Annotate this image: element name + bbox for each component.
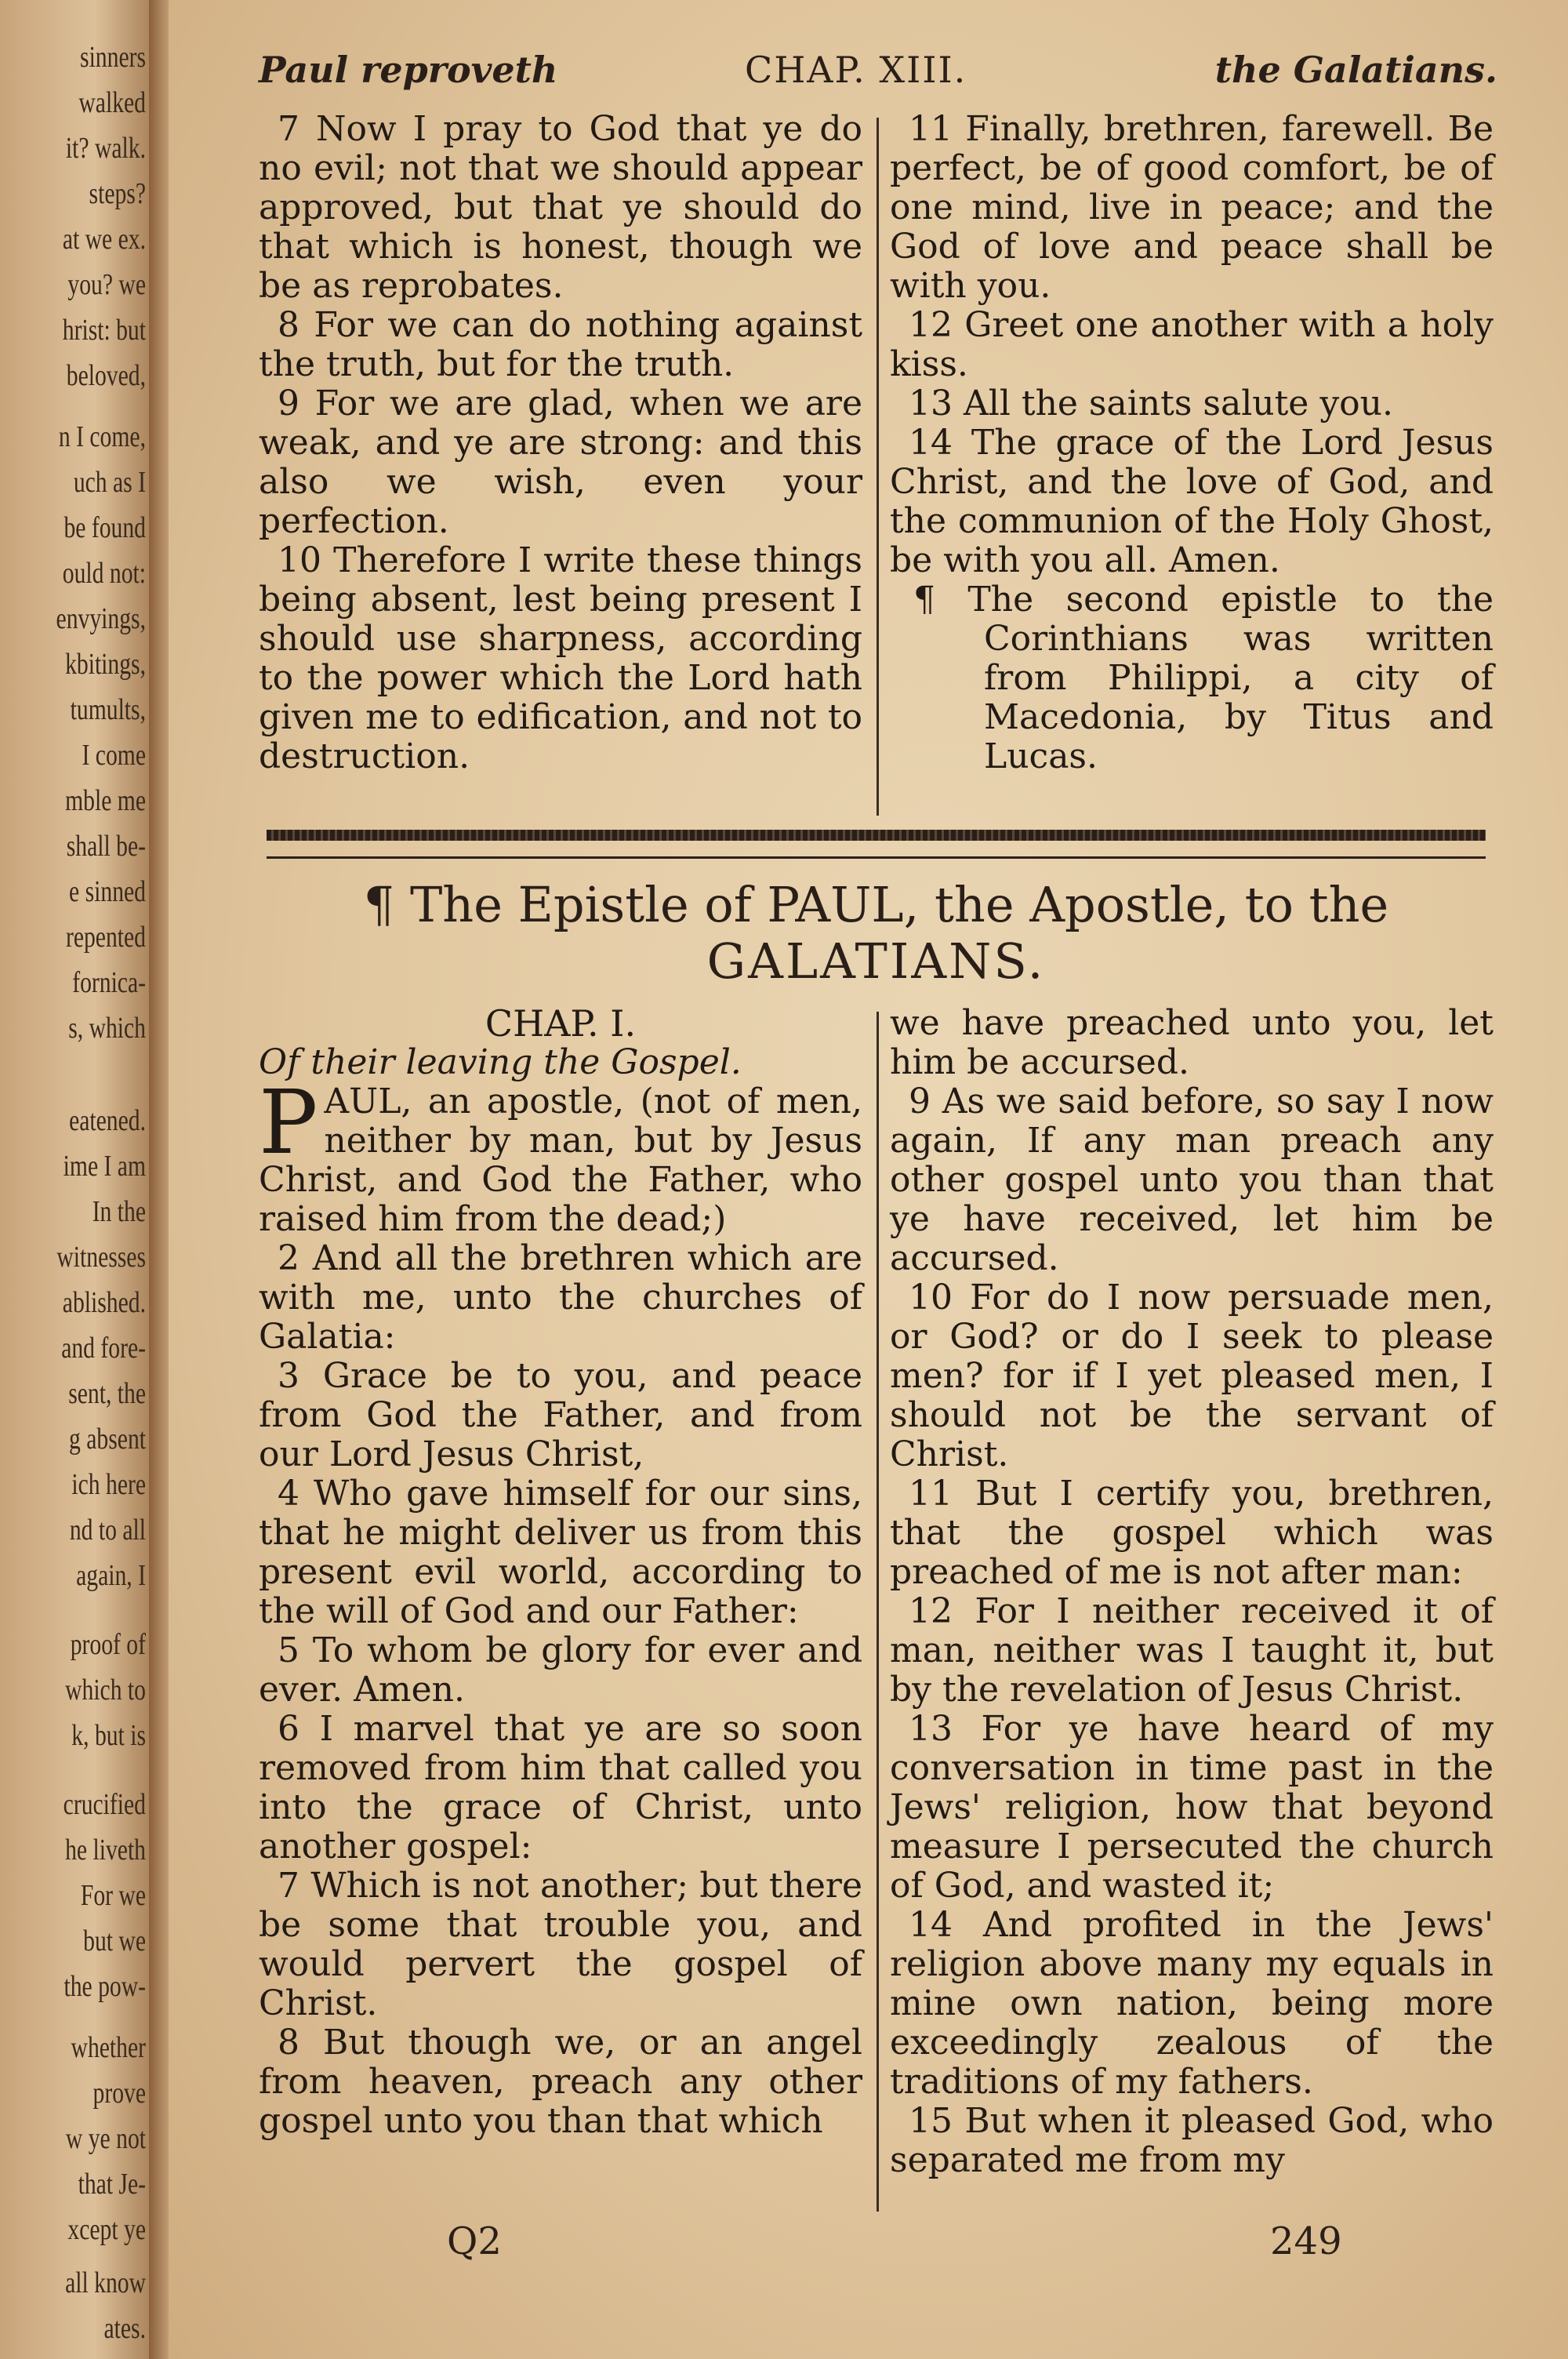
verse: we have preached unto you, let him be accursed.	[890, 1003, 1494, 1082]
column-divider	[877, 118, 879, 816]
verse: 6 I marvel that ye are so soon removed from him that called you into the grace of Christ, unto another gospel:	[259, 1709, 862, 1866]
facing-page-line: mble me	[65, 784, 146, 817]
facing-page-line: shall be-	[66, 830, 146, 863]
facing-page-line: beloved,	[66, 359, 146, 392]
verse: 7 Which is not another; but there be some that trouble you, and would pervert the gospel of Christ.	[259, 1866, 862, 2023]
facing-page-line: n I come,	[58, 420, 146, 453]
page-number: 249	[1270, 2219, 1342, 2263]
epistle-title	[267, 877, 1486, 990]
chapter-heading: CHAP. I.	[485, 1002, 637, 1045]
facing-page-line: k, but is	[71, 1719, 146, 1752]
facing-page-line: ime I am	[63, 1150, 146, 1183]
epistle-title-line2: GALATIANS.	[706, 932, 1046, 990]
facing-page-line: be found	[64, 511, 146, 544]
facing-page-line: tumults,	[70, 693, 146, 726]
verse: 14 And profited in the Jews' religion above many my equals in mine own nation, being more exceedingly zealous of the traditions of my fathers.	[890, 1905, 1494, 2102]
facing-page-line: ates.	[103, 2312, 146, 2345]
facing-page-line: whether	[71, 2031, 146, 2064]
verse: 9 For we are glad, when we are weak, and ye are strong: and this also we wish, even your perfection.	[259, 383, 862, 541]
corinthians-left-column	[259, 110, 862, 776]
facing-page-line: s, which	[68, 1012, 146, 1045]
epistle-title-line1: ¶ The Epistle of PAUL, the Apostle, to the	[363, 876, 1389, 933]
facing-page-line: w ye not	[65, 2122, 146, 2155]
ornamental-rule	[267, 830, 1486, 841]
verse: 11 But I certify you, brethren, that the gospel which was preached of me is not after man:	[890, 1474, 1494, 1592]
facing-page-line: witnesses	[56, 1241, 146, 1274]
facing-page-line: eatened.	[69, 1104, 146, 1137]
chapter-summary: Of their leaving the Gospel.	[259, 1042, 742, 1082]
running-head-chapter: CHAP. XIII.	[745, 49, 967, 91]
facing-page-line: sinners	[80, 41, 146, 74]
facing-page-line: ich here	[71, 1468, 146, 1501]
facing-page-fragment	[0, 0, 157, 2359]
facing-page-line: it? walk.	[65, 132, 146, 165]
verse: 2 And all the brethren which are with me, unto the churches of Galatia:	[259, 1238, 862, 1357]
facing-page-line: g absent	[69, 1423, 146, 1456]
facing-page-line: walked	[78, 86, 146, 119]
facing-page-line: all know	[65, 2266, 146, 2299]
facing-page-line: repented	[65, 921, 146, 954]
facing-page-line: fornica-	[72, 966, 146, 999]
verse: 10 Therefore I write these things being absent, lest being present I should use sharpness, according to the power which the Lord hath given me to edification, and not to destruction.	[259, 540, 862, 776]
facing-page-line: and fore-	[61, 1332, 146, 1365]
verse: 9 As we said before, so say I now again, If any man preach any other gospel unto you than that ye have received, let him be accursed.	[890, 1081, 1494, 1278]
facing-page-line: kbitings,	[65, 648, 146, 681]
facing-page-line: you? we	[67, 268, 146, 301]
running-head-right: the Galatians.	[1214, 49, 1497, 91]
facing-page-line: steps?	[89, 177, 146, 210]
galatians-right-column	[890, 1004, 1494, 2180]
verse-1-text: AUL, an apostle, (not of men, neither by man, but by Jesus Christ, and God the Father, who raised him from the dead;)	[259, 1081, 862, 1239]
verse: 7 Now I pray to God that ye do no evil; not that we should appear approved, but that ye should do that which is honest, though we be as reprobates.	[259, 109, 862, 306]
running-head	[259, 49, 1497, 96]
facing-page-line: but we	[83, 1925, 146, 1957]
galatians-left-column	[259, 1004, 862, 2141]
facing-page-line: xcept ye	[67, 2213, 146, 2246]
facing-page-line: sent, the	[68, 1377, 146, 1410]
thin-rule	[267, 856, 1486, 859]
verse: 5 To whom be glory for ever and ever. Amen.	[259, 1630, 862, 1710]
facing-page-line: e sinned	[69, 875, 146, 908]
facing-page-line: he liveth	[65, 1834, 146, 1866]
verse: 15 But when it pleased God, who separated me from my	[890, 2101, 1494, 2180]
facing-page-line: uch as I	[73, 466, 146, 499]
facing-page-line: hrist: but	[62, 314, 146, 347]
verse: 13 All the saints salute you.	[909, 383, 1393, 423]
running-head-left: Paul reproveth	[259, 49, 558, 91]
verse: 13 For ye have heard of my conversation in time past in the Jews' religion, how that beyond measure I persecuted the church of God, and wasted it;	[890, 1709, 1494, 1906]
drop-cap: P	[259, 1072, 318, 1174]
facing-page-line: ould not:	[62, 557, 146, 590]
facing-page-line: I come	[82, 739, 146, 772]
facing-page-line: proof of	[70, 1628, 146, 1661]
facing-page-line: envyings,	[56, 602, 146, 635]
verse: 12 For I neither received it of man, neither was I taught it, but by the revelation of Jesus Christ.	[890, 1591, 1494, 1710]
colophon: ¶ The second epistle to the Corinthians was written from Philippi, a city of Macedonia, by Titus and Lucas.	[913, 580, 1494, 776]
verse: 10 For do I now persuade men, or God? or do I seek to please men? for if I yet pleased men, I should not be the servant of Christ.	[890, 1278, 1494, 1474]
facing-page-line: the pow-	[64, 1970, 146, 2003]
verse: 8 For we can do nothing against the truth, but for the truth.	[259, 305, 862, 384]
verse: 4 Who gave himself for our sins, that he might deliver us from this present evil world, according to the will of God and our Father:	[259, 1474, 862, 1631]
verse: 11 Finally, brethren, farewell. Be perfect, be of good comfort, be of one mind, live in peace; and the God of love and peace shall be with you.	[890, 109, 1494, 306]
signature-mark: Q2	[447, 2219, 502, 2263]
corinthians-right-column	[890, 110, 1494, 776]
facing-page-line: again, I	[76, 1559, 146, 1592]
facing-page-line: prove	[93, 2077, 146, 2110]
facing-page-line: ablished.	[62, 1286, 146, 1319]
column-divider	[877, 1012, 879, 2212]
verse: 3 Grace be to you, and peace from God the Father, and from our Lord Jesus Christ,	[259, 1356, 862, 1474]
facing-page-line: at we ex.	[62, 223, 146, 256]
verse-1	[259, 1072, 862, 1239]
facing-page-line: For we	[80, 1879, 146, 1912]
facing-page-line: crucified	[63, 1788, 146, 1821]
facing-page-line: In the	[92, 1195, 146, 1228]
facing-page-line: that Je-	[78, 2168, 146, 2201]
facing-page-line: nd to all	[69, 1514, 146, 1547]
facing-page-line: which to	[65, 1674, 146, 1707]
verse: 8 But though we, or an angel from heaven, preach any other gospel unto you than that which	[259, 2023, 862, 2141]
verse: 12 Greet one another with a holy kiss.	[890, 305, 1494, 384]
book-gutter	[149, 0, 171, 2359]
verse: 14 The grace of the Lord Jesus Christ, and the love of God, and the communion of the Holy Ghost, be with you all. Amen.	[890, 423, 1494, 580]
